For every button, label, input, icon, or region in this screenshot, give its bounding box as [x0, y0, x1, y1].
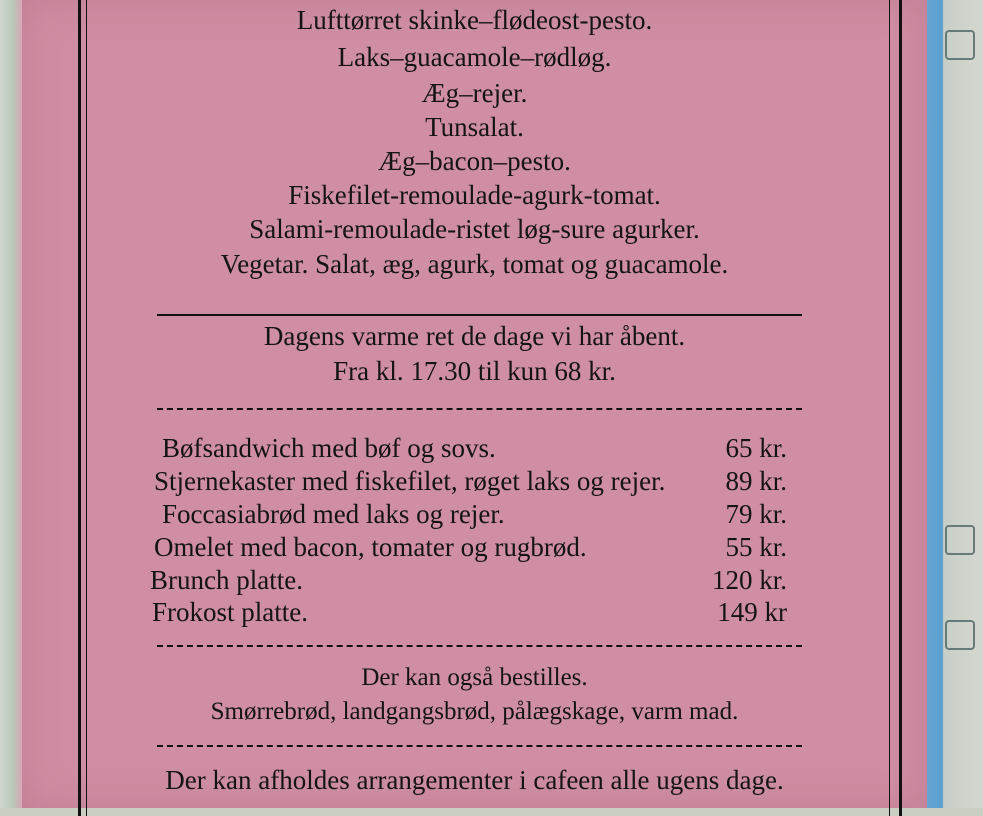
- menu-item-price: 120 kr.: [711, 565, 787, 595]
- menu-item-price: 65 kr.: [725, 433, 787, 463]
- decoration-icon: [945, 620, 975, 650]
- sandwich-item: Fiskefilet-remoulade-agurk-tomat.: [288, 180, 661, 210]
- menu-row: [162, 497, 787, 531]
- background-edge-right: [925, 0, 983, 808]
- menu-content: [22, 0, 927, 808]
- divider-dashed: [157, 745, 802, 747]
- decoration-icon: [945, 525, 975, 555]
- menu-item-name: Brunch platte.: [150, 565, 303, 595]
- order-line: Smørrebrød, landgangsbrød, pålægskage, varm mad.: [210, 698, 739, 725]
- menu-row: [150, 563, 787, 597]
- menu-item-price: 55 kr.: [725, 532, 787, 562]
- menu-row: [154, 530, 787, 564]
- menu-item-name: Foccasiabrød med laks og rejer.: [162, 499, 505, 529]
- menu-item-price: 79 kr.: [725, 499, 787, 529]
- menu-item-price: 89 kr.: [725, 466, 787, 496]
- menu-item-price: 149 kr: [717, 597, 787, 627]
- menu-item-name: Frokost platte.: [152, 597, 308, 627]
- menu-row: [162, 431, 787, 465]
- background-edge-left: [0, 0, 22, 808]
- sandwich-item: Salami-remoulade-ristet løg-sure agurker.: [249, 214, 700, 244]
- sandwich-item: Lufttørret skinke–flødeost-pesto.: [296, 5, 653, 35]
- hot-dish-line: Fra kl. 17.30 til kun 68 kr.: [333, 356, 616, 386]
- divider-solid: [157, 314, 802, 316]
- menu-sheet: [22, 0, 927, 808]
- menu-item-name: Stjernekaster med fiskefilet, røget laks og rejer.: [154, 466, 666, 496]
- divider-dashed: [157, 645, 802, 647]
- sandwich-item: Vegetar. Salat, æg, agurk, tomat og guacamole.: [220, 249, 729, 279]
- menu-item-name: Bøfsandwich med bøf og sovs.: [162, 433, 496, 463]
- menu-row: [152, 595, 787, 629]
- sandwich-item: Æg–rejer.: [421, 78, 528, 108]
- sandwich-item: Æg–bacon–pesto.: [378, 146, 571, 176]
- sandwich-item: Laks–guacamole–rødløg.: [337, 42, 612, 72]
- order-line: Der kan også bestilles.: [361, 664, 588, 691]
- events-line: Der kan afholdes arrangementer i cafeen alle ugens dage.: [165, 765, 784, 795]
- menu-item-name: Omelet med bacon, tomater og rugbrød.: [154, 532, 587, 562]
- divider-dashed: [157, 408, 802, 410]
- hot-dish-line: Dagens varme ret de dage vi har åbent.: [263, 321, 686, 351]
- decoration-icon: [945, 30, 975, 60]
- menu-row: [154, 464, 787, 498]
- sandwich-item: Tunsalat.: [425, 112, 524, 142]
